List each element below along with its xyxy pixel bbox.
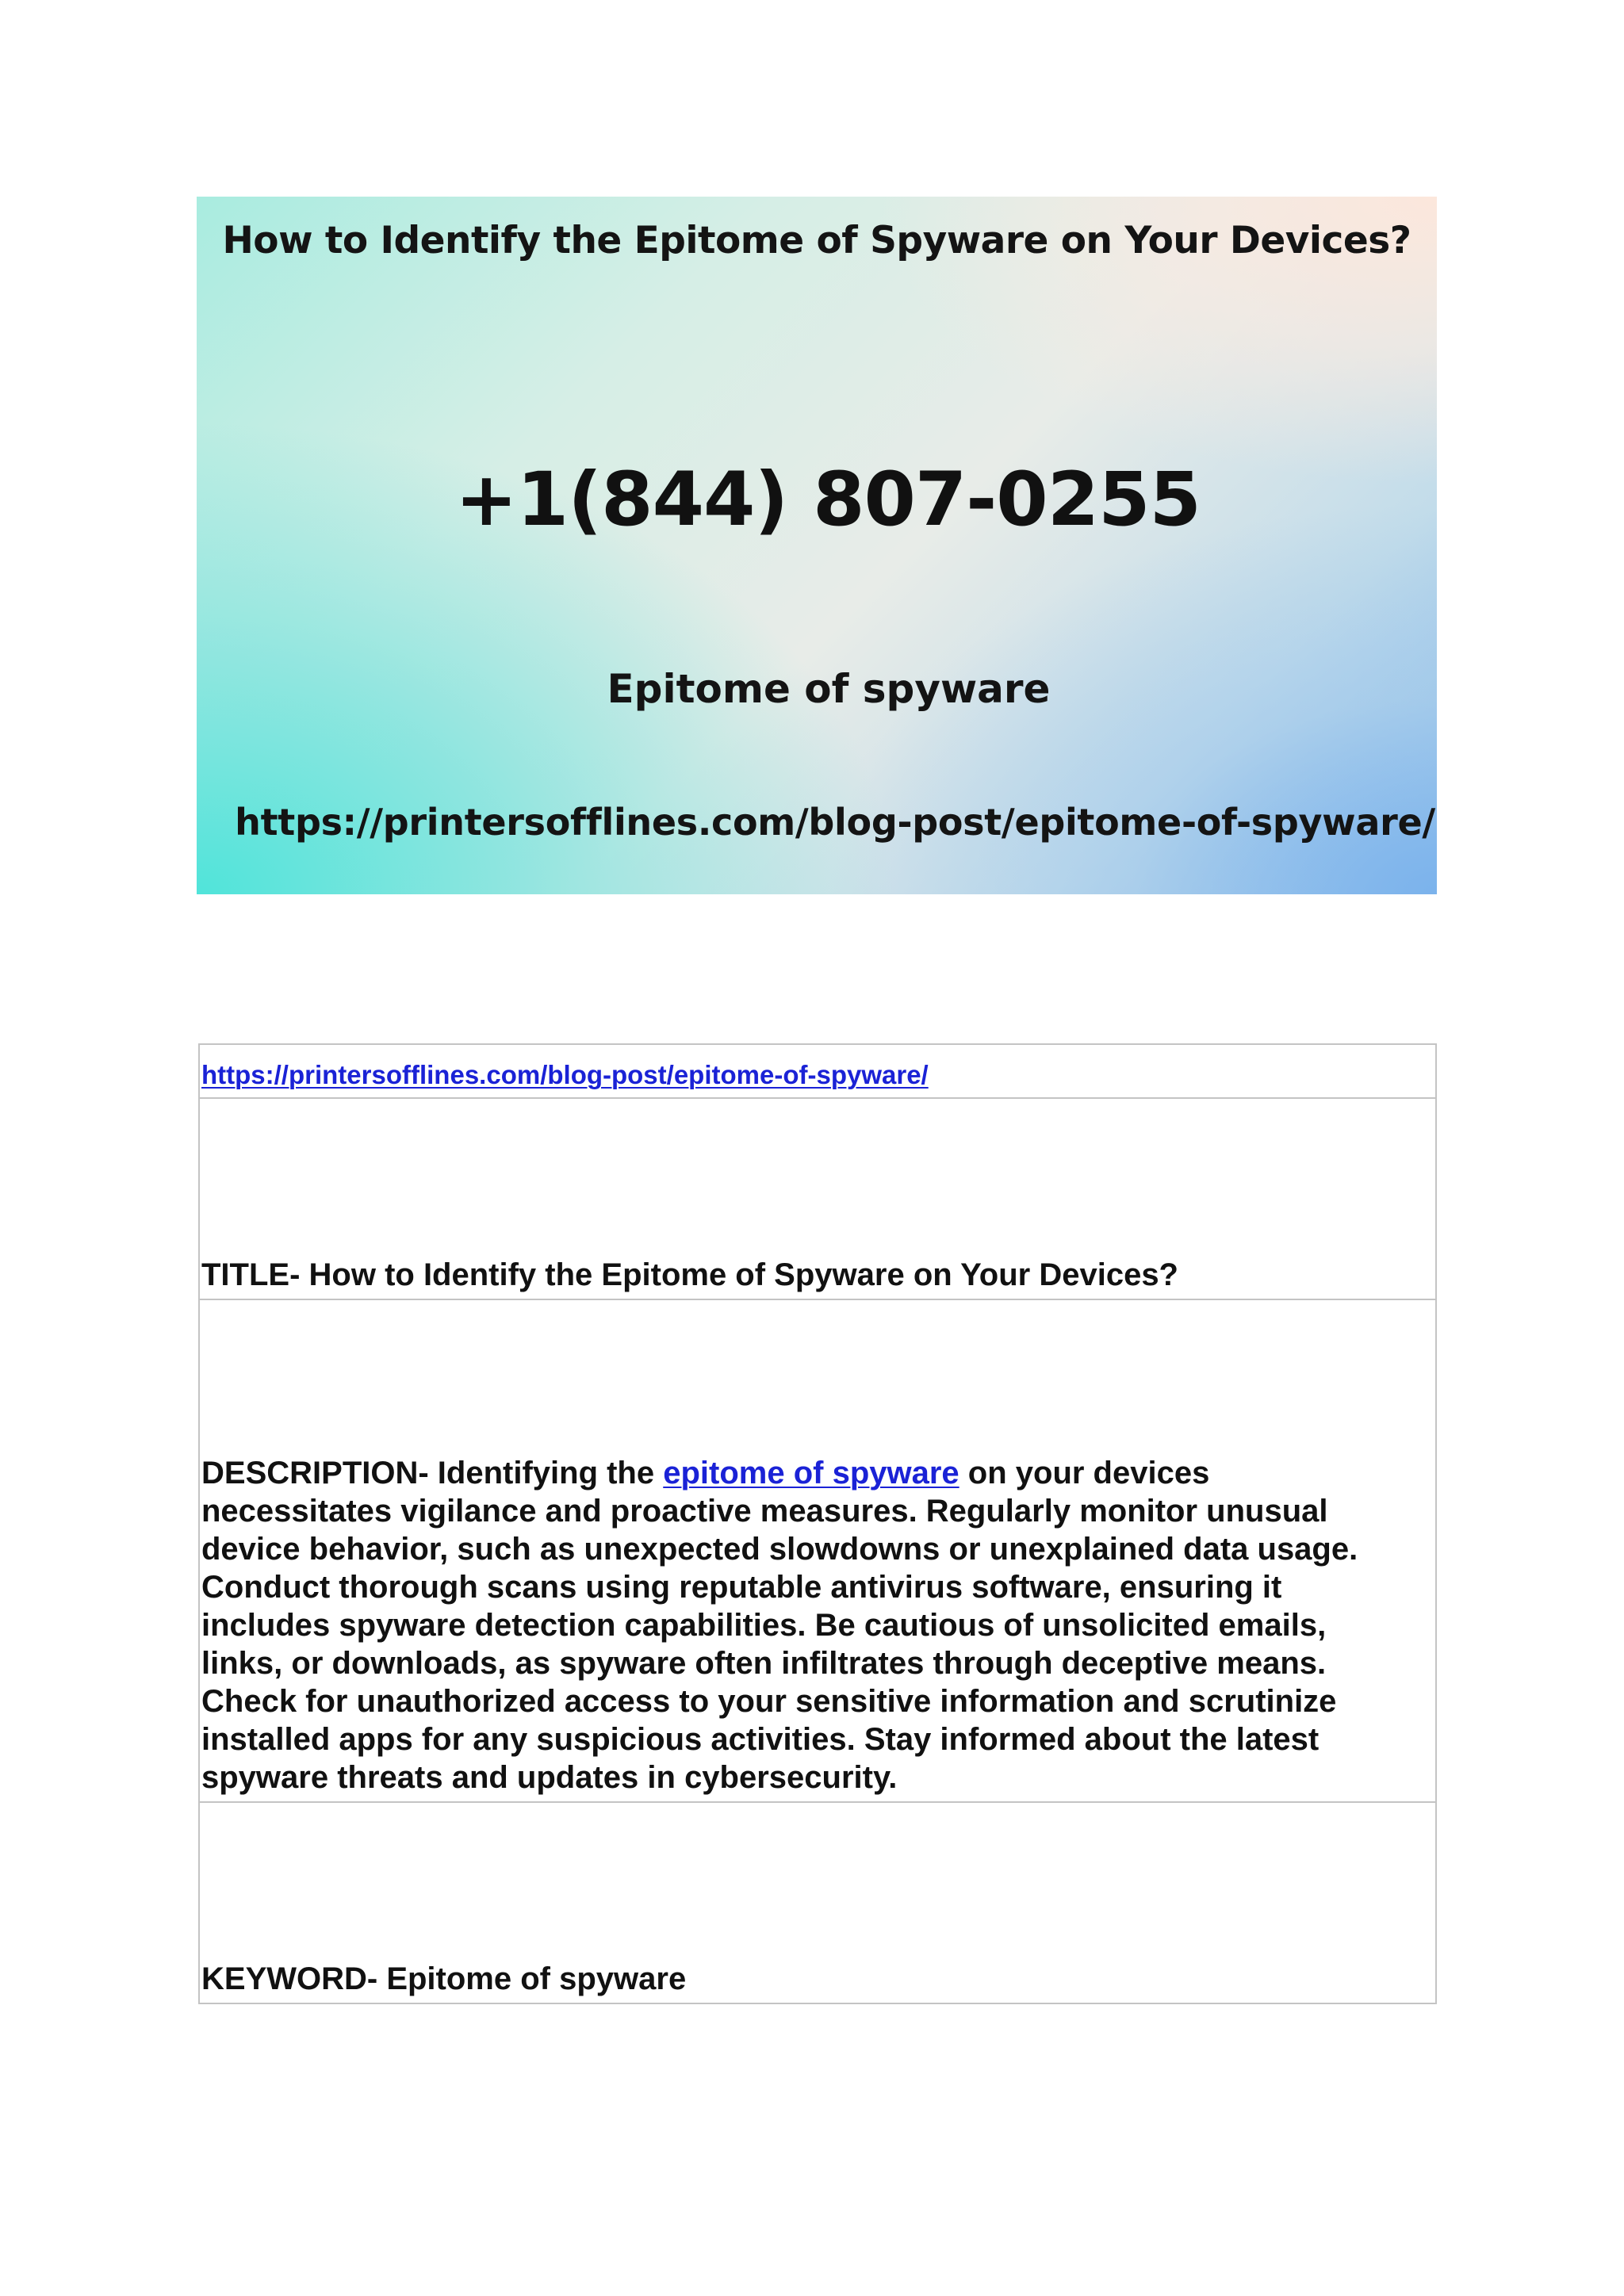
epitome-of-spyware-link[interactable]: epitome of spyware xyxy=(663,1456,959,1490)
banner-title: How to Identify the Epitome of Spyware on Your Devices? xyxy=(222,219,1411,262)
banner-image xyxy=(197,197,1437,894)
table-row-keyword xyxy=(200,1801,1435,2003)
table-row-title xyxy=(200,1097,1435,1299)
description-body: on your devices necessitates vigilance and proactive measures. Regularly monitor unusual device behavior, such as unexpected slowdowns or unexplained data usage. Conduct thorough scans using reputable antivirus software, ensuring it includes spyware detection capabilities. Be cautious of unsolicited emails, links, or downloads, as spyware often infiltrates through deceptive means. Check for unauthorized access to your sensitive information and scrutinize installed apps for any suspicious activities. Stay informed about the latest spyware threats and updates in cybersecurity. xyxy=(201,1456,1358,1795)
url-cell xyxy=(201,1059,1411,1091)
info-table xyxy=(198,1043,1437,2004)
description-text xyxy=(201,1454,1408,1797)
banner-keyword: Epitome of spyware xyxy=(607,666,1051,712)
banner-url: https://printersofflines.com/blog-post/epitome-of-spyware/ xyxy=(235,801,1435,844)
table-row-url xyxy=(200,1045,1435,1097)
description-prefix: DESCRIPTION- Identifying the xyxy=(201,1456,664,1490)
table-row-description xyxy=(200,1299,1435,1801)
keyword-text: KEYWORD- Epitome of spyware xyxy=(201,1961,687,1996)
blog-post-link[interactable]: https://printersofflines.com/blog-post/epitome-of-spyware/ xyxy=(201,1060,929,1089)
title-text: TITLE- How to Identify the Epitome of Spyware on Your Devices? xyxy=(201,1257,1178,1292)
banner-phone-number: +1(844) 807-0255 xyxy=(455,457,1201,543)
